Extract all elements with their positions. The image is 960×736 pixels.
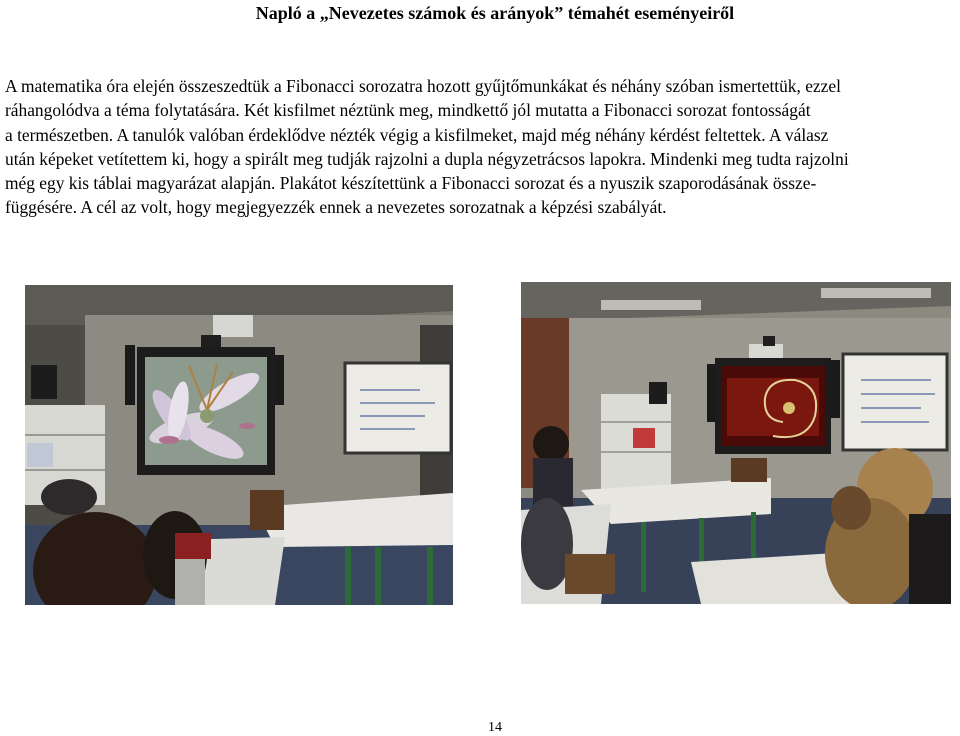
paragraph-line: után képeket vetítettem ki, hogy a spirált meg tudják rajzolni a dupla négyzetrácsos lapokra. Mindenki meg tudta rajzolni bbox=[5, 148, 849, 169]
paragraph-line: függésére. A cél az volt, hogy megjegyezzék ennek a nevezetes sorozatnak a képzési szabályát. bbox=[5, 197, 667, 218]
classroom-photo-flower bbox=[25, 285, 453, 605]
paragraph-line: ráhangolódva a téma folytatására. Két kisfilmet néztünk meg, mindkettő jól mutatta a Fibonacci sorozat fontosságát bbox=[5, 100, 811, 121]
paragraph-line: A matematika óra elején összeszedtük a Fibonacci sorozatra hozott gyűjtőmunkákat és néhány szóban ismertettük, ezzel bbox=[5, 76, 841, 96]
classroom-photo-spiral bbox=[521, 282, 951, 604]
page-title: Napló a „Nevezetes számok és arányok” témahét eseményeiről bbox=[255, 3, 735, 23]
body-paragraph bbox=[5, 74, 849, 220]
paragraph-line: még egy kis táblai magyarázat alapján. Plakátot készítettünk a Fibonacci sorozat és a nyuszik szaporodásának össze- bbox=[5, 173, 817, 194]
paragraph-line: a természetben. A tanulók valóban érdeklődve nézték végig a kisfilmeket, majd még néhány kérdést feltettek. A válasz bbox=[5, 124, 829, 145]
page-number: 14 bbox=[488, 720, 502, 735]
